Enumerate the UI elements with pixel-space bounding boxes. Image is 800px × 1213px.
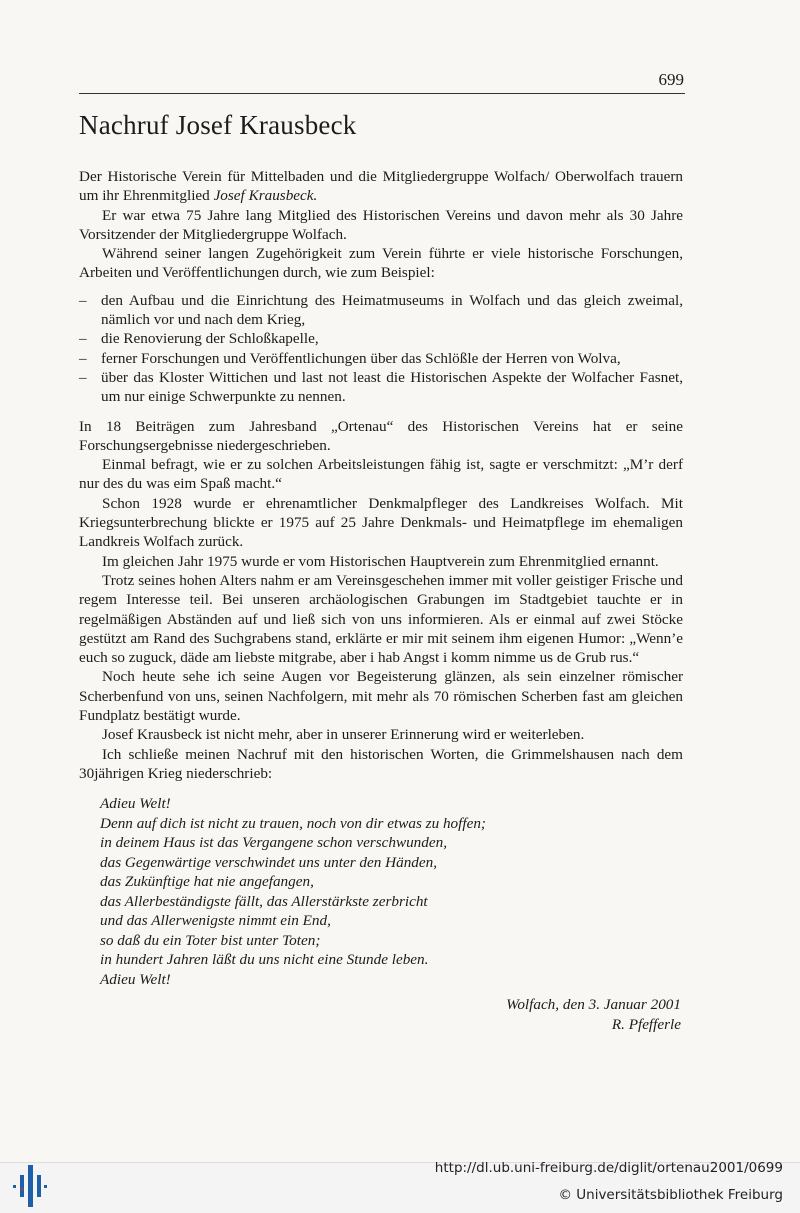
list-item xyxy=(79,329,683,348)
poem-line: das Gegenwärtige verschwindet uns unter den Händen, xyxy=(100,853,438,871)
paragraph-4: In 18 Beiträgen zum Jahresband „Ortenau“ des Historischen Vereins hat er seine Forschungsergebnisse niedergeschrieben. xyxy=(79,417,683,454)
research-list xyxy=(79,291,683,407)
poem-line: in deinem Haus ist das Vergangene schon verschwunden, xyxy=(100,834,448,852)
list-marker: – xyxy=(79,291,87,309)
list-item xyxy=(79,291,683,330)
list-item-text: über das Kloster Wittichen und last not least die Historischen Aspekte der Wolfacher Fasnet, um nur einige Schwerpunkte zu nennen. xyxy=(101,368,683,406)
list-item-text: ferner Forschungen und Veröffentlichungen über das Schlößle der Herren von Wolva, xyxy=(101,349,621,367)
list-marker: – xyxy=(79,330,87,348)
poem-line: und das Allerwenigste nimmt ein End, xyxy=(100,912,331,930)
paragraph-1-text: Der Historische Verein für Mittelbaden und die Mitgliedergruppe Wolfach/ Oberwolfach trauern um ihr Ehrenmitglied xyxy=(79,168,683,205)
list-item-text: den Aufbau und die Einrichtung des Heimatmuseums in Wolfach und das gleich zweimal, nämlich vor und nach dem Krieg, xyxy=(101,291,683,329)
poem-line: Denn auf dich ist nicht zu trauen, noch von dir etwas zu hoffen; xyxy=(100,814,486,832)
list-item-text: die Renovierung der Schloßkapelle, xyxy=(101,330,319,348)
paragraph-5: Einmal befragt, wie er zu solchen Arbeitsleistungen fähig ist, sagte er verschmitzt: „M’r derf nur des du was eim Spaß macht.“ xyxy=(79,456,683,493)
poem-line: so daß du ein Toter bist unter Toten; xyxy=(100,931,321,949)
paragraph-7: Im gleichen Jahr 1975 wurde er vom Historischen Hauptverein zum Ehrenmitglied ernannt. xyxy=(102,552,659,570)
copyright-notice: © Universitätsbibliothek Freiburg xyxy=(558,1187,783,1203)
paragraph-10: Josef Krausbeck ist nicht mehr, aber in unserer Erinnerung wird er weiterleben. xyxy=(102,726,585,744)
ub-freiburg-logo-icon xyxy=(10,1163,50,1209)
grimmelshausen-poem xyxy=(100,794,683,989)
paragraph-6: Schon 1928 wurde er ehrenamtlicher Denkmalpfleger des Landkreises Wolfach. Mit Kriegsunterbrechung blickte er 1975 auf 25 Jahre Denkmals- und Heimatpflege im ehemaligen Landkreis Wolfach zurück. xyxy=(79,494,683,551)
page-number: 699 xyxy=(658,70,684,89)
article-body xyxy=(79,167,683,1035)
list-marker: – xyxy=(79,349,87,367)
paragraph-3: Während seiner langen Zugehörigkeit zum Verein führte er viele historische Forschungen, Arbeiten und Veröffentlichungen durch, wie zum Beispiel: xyxy=(79,245,683,282)
signature-block xyxy=(79,995,683,1035)
paragraph-8: Trotz seines hohen Alters nahm er am Vereinsgeschehen immer mit voller geistiger Frische und regem Interesse teil. Bei unseren archäologischen Grabungen im Stadtgebiet tauchte er in regelmäßigen Abständen auf und ließ sich von uns informieren. Als er einmal auf zwei Stöcke gestützt am Rand des Suchgrabens stand, erklärte er mir mit seinem ihm eigenen Humor: „Wenn’e euch so zuguck, däde am liebste mitgrabe, aber i hab Angst i komm nimme us de Grub rus.“ xyxy=(79,571,683,667)
list-marker: – xyxy=(79,368,87,386)
poem-line: Adieu Welt! xyxy=(100,795,171,813)
list-item xyxy=(79,368,683,407)
signature-author: R. Pfefferle xyxy=(611,1016,681,1034)
paragraph-1 xyxy=(79,167,683,206)
paragraph-9: Noch heute sehe ich seine Augen vor Begeisterung glänzen, als sein einzelner römischer Scherbenfund von uns, seinen Nachfolgern, mit mehr als 70 römischen Scherben fast am gleichen Fundplatz bestätigt wurde. xyxy=(79,668,683,725)
poem-line: das Allerbeständigste fällt, das Allerstärkste zerbricht xyxy=(100,892,428,910)
article-title: Nachruf Josef Krausbeck xyxy=(79,110,357,140)
honorary-member-name: Josef Krausbeck. xyxy=(213,187,318,205)
source-url-link[interactable]: http://dl.ub.uni-freiburg.de/diglit/ortenau2001/0699 xyxy=(434,1160,783,1176)
paragraph-2: Er war etwa 75 Jahre lang Mitglied des Historischen Vereins und davon mehr als 30 Jahre Vorsitzender der Mitgliedergruppe Wolfach. xyxy=(79,206,683,243)
paragraph-11: Ich schließe meinen Nachruf mit den historischen Worten, die Grimmelshausen nach dem 30jährigen Krieg niederschrieb: xyxy=(79,745,683,782)
poem-line: in hundert Jahren läßt du uns nicht eine Stunde leben. xyxy=(100,951,429,969)
list-item xyxy=(79,349,683,368)
poem-line: Adieu Welt! xyxy=(100,970,171,988)
signature-place-date: Wolfach, den 3. Januar 2001 xyxy=(506,996,681,1014)
poem-line: das Zukünftige hat nie angefangen, xyxy=(100,873,314,891)
header-rule xyxy=(79,93,685,94)
